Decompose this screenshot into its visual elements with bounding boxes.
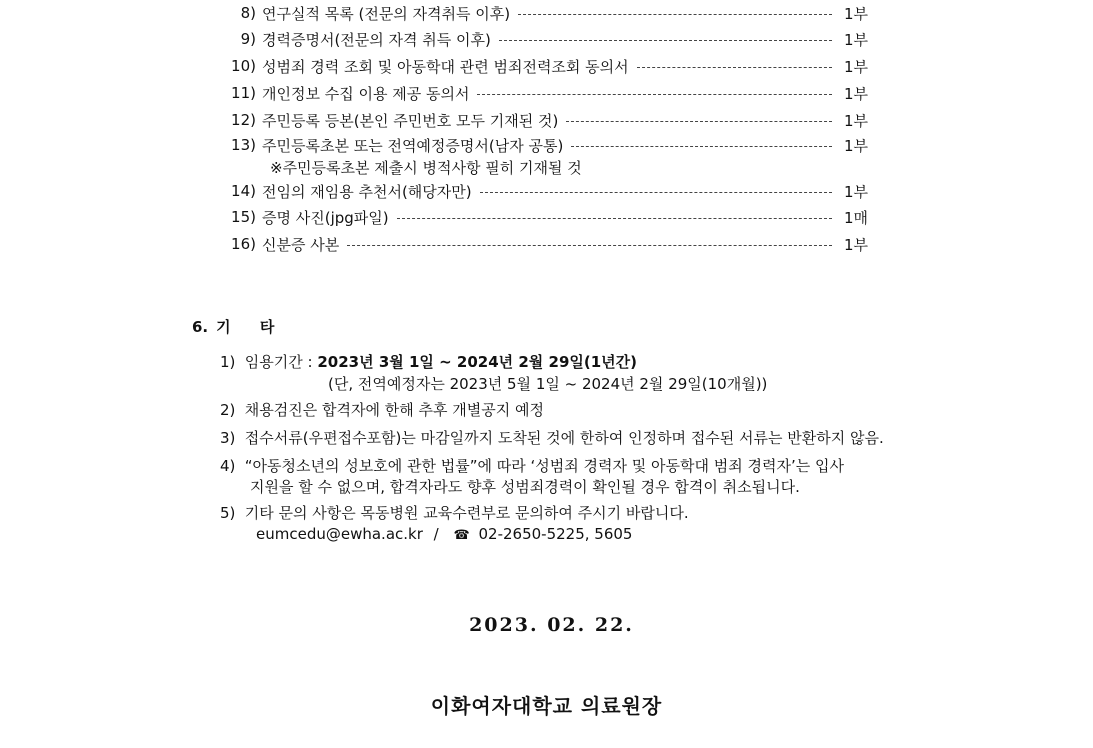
list-item: 2) 채용검진은 합격자에 한해 추후 개별공지 예정 [220,401,544,419]
document-date: 2023. 02. 22. [469,614,634,636]
dotted-leader [480,192,832,193]
list-item: 3) 접수서류(우편접수포함)는 마감일까지 도착된 것에 한하여 인정하며 접수된 서류는 반환하지 않음. [220,429,884,447]
section-6-heading: 6. 기 타 [192,318,287,336]
phone-icon: ☎ [453,528,470,543]
doc-item: 15) 증명 사진(jpg파일) 1매 [231,208,868,227]
list-item: 4) “아동청소년의 성보호에 관한 법률”에 따라 ‘성범죄 경력자 및 아동학대 범죄 경력자’는 입사 [220,457,844,475]
dotted-leader [347,245,832,246]
doc-item: 14) 전임의 재임용 추천서(해당자만) 1부 [231,182,868,201]
dotted-leader [571,146,832,147]
contact-phone: 02-2650-5225, 5605 [478,525,633,543]
list-item: 1) 임용기간 : 2023년 3월 1일 ~ 2024년 2월 29일(1년간) [220,353,638,371]
dotted-leader [637,67,832,68]
list-item: 5) 기타 문의 사항은 목동병원 교육수련부로 문의하여 주시기 바랍니다. [220,504,689,522]
doc-note: ※주민등록초본 제출시 병적사항 필히 기재될 것 [270,159,582,177]
dotted-leader [518,14,832,15]
doc-item: 9) 경력증명서(전문의 자격 취득 이후) 1부 [240,30,868,49]
appointment-period: 2023년 3월 1일 ~ 2024년 2월 29일(1년간) [317,353,638,371]
doc-item: 11) 개인정보 수집 이용 제공 동의서 1부 [231,84,868,103]
issuer-signature: 이화여자대학교 의료원장 [430,694,663,718]
doc-item: 16) 신분증 사본 1부 [231,235,868,254]
appointment-note: (단, 전역예정자는 2023년 5월 1일 ~ 2024년 2월 29일(10개월)) [328,375,768,393]
dotted-leader [499,40,832,41]
contact-line: eumcedu@ewha.ac.kr / ☎ 02-2650-5225, 5605 [256,525,633,543]
doc-item: 13) 주민등록초본 또는 전역예정증명서(남자 공통) 1부 [231,136,868,155]
contact-email[interactable]: eumcedu@ewha.ac.kr [256,525,423,543]
list-item-continuation: 지원을 할 수 없으며, 합격자라도 향후 성범죄경력이 확인될 경우 합격이 취소됩니다. [250,478,800,496]
doc-item: 12) 주민등록 등본(본인 주민번호 모두 기재된 것) 1부 [231,111,868,130]
dotted-leader [397,218,832,219]
doc-item: 10) 성범죄 경력 조회 및 아동학대 관련 범죄전력조회 동의서 1부 [231,57,868,76]
dotted-leader [566,121,832,122]
dotted-leader [477,94,832,95]
doc-item: 8) 연구실적 목록 (전문의 자격취득 이후) 1부 [240,4,868,23]
